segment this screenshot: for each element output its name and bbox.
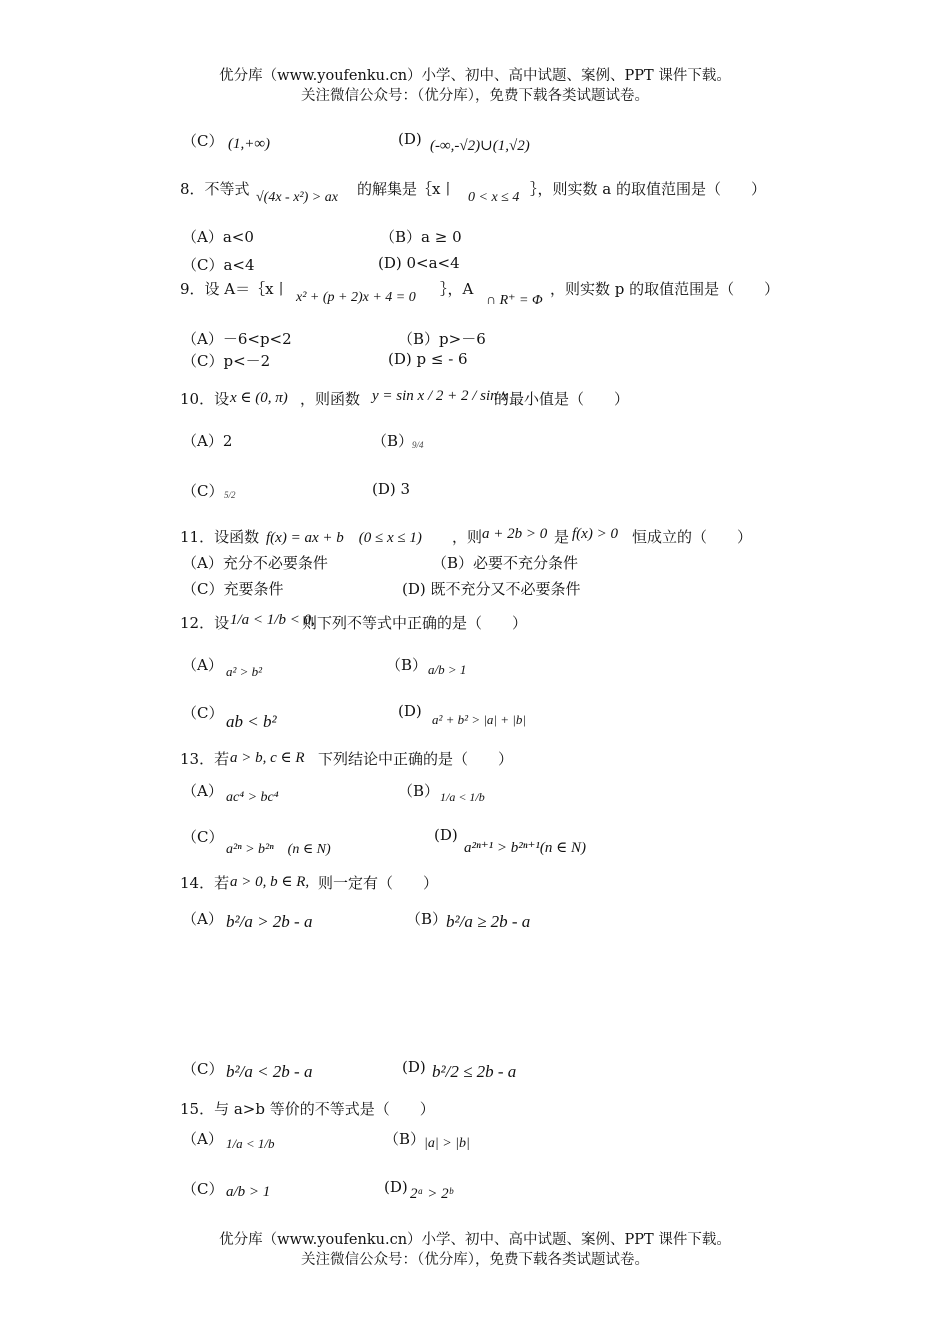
q8-option-c: （C）a<4 [182, 256, 255, 274]
q10-mid-text: ，则函数 [300, 390, 361, 408]
q8-mid-text: 的解集是｛x丨 [357, 180, 456, 198]
q9-option-c: （C）p<－2 [182, 352, 271, 370]
q13-prefix: 13．若 [180, 750, 230, 768]
q14-option-c-label: （C） [182, 1060, 224, 1078]
q10-suffix: 的最小值是（ ） [494, 390, 630, 408]
q8-option-b: （B）a ≥ 0 [380, 228, 462, 246]
q14-option-c-value: b²/a < 2b - a [226, 1062, 313, 1081]
q14-option-d-value: b²/2 ≤ 2b - a [432, 1062, 517, 1081]
q10-prefix: 10．设 [180, 390, 230, 408]
q8-inequality: √(4x - x²) > ax [256, 190, 338, 205]
q13-condition: a > b, c ∈ R [230, 750, 305, 766]
footer-line-2: 关注微信公众号：（优分库），免费下载各类试题试卷。 [301, 1252, 649, 1268]
q9-option-d: (D) p ≤ - 6 [388, 350, 468, 368]
q10-option-a: （A）2 [182, 432, 233, 450]
q14-option-b-value: b²/a ≥ 2b - a [446, 912, 531, 931]
q12-option-d-value: a² + b² > |a| + |b| [432, 712, 526, 727]
q12-suffix: 则下列不等式中正确的是（ ） [302, 614, 528, 632]
q12-option-d-label: (D) [398, 702, 422, 720]
q12-option-c-label: （C） [182, 704, 224, 722]
q8-prefix: 8．不等式 [180, 180, 250, 198]
q12-condition: 1/a < 1/b < 0, [230, 612, 315, 628]
q13-suffix: 下列结论中正确的是（ ） [318, 750, 514, 768]
q15-option-a-value: 1/a < 1/b [226, 1136, 275, 1151]
q13-option-b-value: 1/a < 1/b [440, 790, 485, 804]
q9-suffix: ，则实数 p 的取值范围是（ ） [550, 280, 780, 298]
q15-option-b-value: |a| > |b| [424, 1136, 470, 1151]
header-line-2: 关注微信公众号：（优分库），免费下载各类试题试卷。 [301, 88, 649, 104]
q12-option-b-label: （B） [386, 656, 428, 674]
q12-option-c-value: ab < b² [226, 712, 277, 731]
q9-intersection: ∩ R⁺ = Φ [486, 293, 543, 308]
q8-suffix: ｝，则实数 a 的取值范围是（ ） [530, 180, 766, 198]
q7-option-c-label: （C） [182, 132, 224, 150]
q11-condition: a + 2b > 0 [482, 526, 548, 542]
q13-option-c-label: （C） [182, 828, 224, 846]
q15-option-b-label: （B） [384, 1130, 426, 1148]
q10-domain: x ∈ (0, π) [230, 390, 288, 406]
q9-mid-text: ｝，A [440, 280, 474, 298]
q15-option-d-label: (D) [384, 1178, 408, 1196]
q15-stem: 15．与 a>b 等价的不等式是（ ） [180, 1100, 435, 1118]
q10-option-b-value: 9/4 [412, 440, 424, 450]
q14-option-b-label: （B） [406, 910, 448, 928]
q7-option-d-label: (D) [398, 130, 422, 148]
q9-equation: x² + (p + 2)x + 4 = 0 [296, 290, 416, 305]
q14-suffix: 则一定有（ ） [318, 874, 439, 892]
q7-option-d-value: (-∞,-√2)∪(1,√2) [430, 138, 530, 154]
q11-option-d: (D) 既不充分又不必要条件 [402, 580, 581, 598]
q12-option-a-value: a² > b² [226, 664, 263, 679]
q10-option-c-value: 5/2 [224, 490, 236, 500]
q13-option-d-label: (D) [434, 826, 458, 844]
q11-mid-text: ，则 [452, 528, 483, 546]
q11-suffix: 恒成立的（ ） [632, 528, 753, 546]
q9-option-b: （B）p>－6 [398, 330, 486, 348]
q12-option-a-label: （A） [182, 656, 223, 674]
q10-function: y = sin x / 2 + 2 / sin x [372, 388, 509, 404]
q13-option-a-value: ac⁴ > bc⁴ [226, 790, 279, 805]
q15-option-c-value: a/b > 1 [226, 1184, 271, 1200]
q11-option-a: （A）充分不必要条件 [182, 554, 328, 572]
footer-line-1: 优分库（www.youfenku.cn）小学、初中、高中试题、案例、PPT 课件下载。 [219, 1232, 731, 1248]
header-line-1: 优分库（www.youfenku.cn）小学、初中、高中试题、案例、PPT 课件下载。 [219, 68, 731, 84]
q8-option-a: （A）a<0 [182, 228, 254, 246]
q10-option-d: (D) 3 [372, 480, 411, 498]
q13-option-c-value: a²ⁿ > b²ⁿ (n ∈ N) [226, 842, 331, 857]
q13-option-a-label: （A） [182, 782, 223, 800]
q11-function: f(x) = ax + b (0 ≤ x ≤ 1) [266, 530, 422, 546]
q12-prefix: 12．设 [180, 614, 230, 632]
q7-option-c-value: (1,+∞) [228, 136, 271, 152]
q14-option-a-label: （A） [182, 910, 223, 928]
q12-option-b-value: a/b > 1 [428, 662, 467, 677]
q14-option-a-value: b²/a > 2b - a [226, 912, 313, 931]
q15-option-a-label: （A） [182, 1130, 223, 1148]
q14-option-d-label: (D) [402, 1058, 426, 1076]
q8-option-d: (D) 0<a<4 [378, 254, 460, 272]
q11-prefix: 11．设函数 [180, 528, 260, 546]
q15-option-d-value: 2ᵃ > 2ᵇ [410, 1186, 453, 1202]
q13-option-d-value: a²ⁿ⁺¹ > b²ⁿ⁺¹(n ∈ N) [464, 840, 586, 856]
q13-option-b-label: （B） [398, 782, 440, 800]
q9-option-a: （A）－6<p<2 [182, 330, 292, 348]
q14-condition: a > 0, b ∈ R, [230, 874, 310, 890]
q14-prefix: 14．若 [180, 874, 230, 892]
q11-option-c: （C）充要条件 [182, 580, 284, 598]
q11-mid-text-2: 是 [554, 528, 570, 546]
q15-option-c-label: （C） [182, 1180, 224, 1198]
q10-option-c-label: （C） [182, 482, 224, 500]
q10-option-b-label: （B） [372, 432, 414, 450]
q11-option-b: （B）必要不充分条件 [432, 554, 579, 572]
q8-set: 0 < x ≤ 4 [468, 190, 520, 205]
q11-condition-2: f(x) > 0 [572, 526, 618, 542]
q9-prefix: 9．设 A＝｛x丨 [180, 280, 289, 298]
